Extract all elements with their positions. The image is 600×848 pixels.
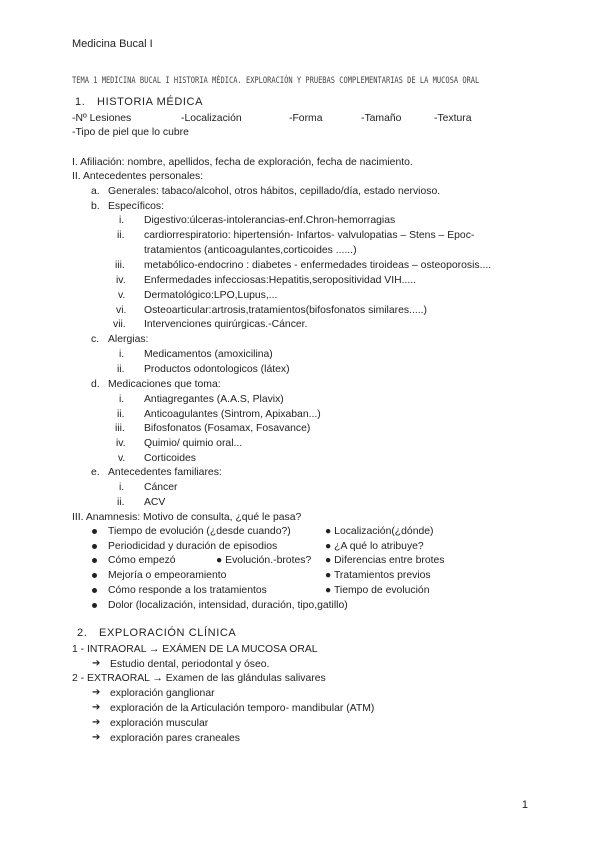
list-marker: vi.: [116, 305, 127, 316]
list-item: Cómo empezó: [108, 555, 176, 566]
list-item: Tiempo de evolución (¿desde cuando?): [108, 526, 291, 537]
roman-item-3: III. Anamnesis: Motivo de consulta, ¿qué le pasa?: [72, 512, 302, 523]
list-item: ● Tiempo de evolución: [325, 585, 430, 596]
list-item: cardiorrespiratorio: hipertensión- Infartos- valvulopatias – Stens – Epoc-: [144, 230, 475, 241]
list-marker: i.: [119, 349, 125, 360]
list-marker: v.: [118, 453, 126, 464]
bullet-icon: [92, 558, 97, 563]
list-item: ● Diferencias entre brotes: [325, 555, 445, 566]
list-item: Cáncer: [144, 482, 178, 493]
list-item: Periodicidad y duración de episodios: [108, 541, 278, 552]
list-marker: c.: [91, 334, 100, 345]
section-number: 1.: [75, 96, 86, 108]
list-item: exploración de la Articulación temporo- mandibular (ATM): [110, 703, 375, 714]
list-marker: i.: [119, 215, 125, 226]
list-marker: ii.: [117, 364, 125, 375]
list-item: Digestivo:úlceras-intolerancias-enf.Chron-hemorragias: [144, 215, 396, 226]
list-item: ● Evolución.-brotes?: [216, 555, 312, 566]
list-item: Productos odontologicos (látex): [144, 364, 290, 375]
list-item: Antiagregantes (A.A.S, Plavix): [144, 394, 284, 405]
section-title: HISTORIA MÉDICA: [97, 96, 204, 108]
list-item: exploración pares craneales: [110, 733, 240, 744]
topic-title: TEMA 1 MEDICINA BUCAL I HISTORIA MÉDICA. EXPLORACIÓN Y PRUEBAS COMPLEMENTARIAS DE LA MUCOSA ORAL: [72, 76, 480, 86]
list-item: Corticoides: [144, 453, 196, 464]
feature-3: -Forma: [289, 113, 323, 124]
list-item: Medicamentos (amoxicilina): [144, 349, 273, 360]
list-marker: i.: [119, 394, 125, 405]
list-marker: iii.: [115, 423, 125, 434]
arrow-right-icon: ➔: [92, 658, 101, 669]
list-marker: vii.: [113, 319, 126, 330]
list-marker: ii.: [117, 230, 125, 241]
list-marker: ii.: [117, 497, 125, 508]
bullet-icon: [92, 603, 97, 608]
list-marker: b.: [91, 201, 100, 212]
section-2-heading: [77, 627, 236, 640]
list-marker: e.: [91, 467, 100, 478]
list-item: metabólico-endocrino : diabetes - enfermedades tiroideas – osteoporosis....: [144, 260, 492, 271]
list-item: exploración ganglionar: [110, 688, 215, 699]
list-item: ACV: [144, 497, 166, 508]
feature-6: -Tipo de piel que lo cubre: [72, 127, 189, 138]
list-marker: ii.: [117, 409, 125, 420]
list-item: ● ¿A qué lo atribuye?: [325, 541, 424, 552]
section-title: EXPLORACIÓN CLÍNICA: [99, 627, 237, 639]
list-item: Anticoagulantes (Sintrom, Apixaban...): [144, 409, 321, 420]
list-item: Quimio/ quimio oral...: [144, 438, 243, 449]
list-item: Generales: tabaco/alcohol, otros hábitos, cepillado/día, estado nervioso.: [108, 186, 441, 197]
bullet-icon: [92, 588, 97, 593]
list-item: Medicaciones que toma:: [108, 379, 221, 390]
list-marker: iv.: [116, 275, 126, 286]
list-item: Cómo responde a los tratamientos: [108, 585, 267, 596]
feature-1: -Nº Lesiones: [72, 113, 132, 124]
feature-4: -Tamaño: [361, 113, 402, 124]
list-item: ● Localización(¿dónde): [325, 526, 434, 537]
page-number: 1: [521, 799, 528, 811]
list-item: Intervenciones quirúrgicas.-Cáncer.: [144, 319, 308, 330]
list-marker: iii.: [115, 260, 125, 271]
page-header: Medicina Bucal I: [72, 38, 153, 50]
section-number: 2.: [77, 627, 88, 639]
arrow-right-icon: ➔: [92, 687, 101, 698]
list-item: Osteoarticular:artrosis,tratamientos(bifosfonatos similares.....): [144, 305, 427, 316]
list-marker: i.: [119, 482, 125, 493]
roman-item-1: I. Afiliación: nombre, apellidos, fecha de exploración, fecha de nacimiento.: [72, 157, 413, 168]
roman-item-2: II. Antecedentes personales:: [72, 171, 204, 182]
list-item: exploración muscular: [110, 718, 209, 729]
list-item: Mejoría o empeoramiento: [108, 570, 227, 581]
arrow-right-icon: ➔: [92, 732, 101, 743]
bullet-icon: [92, 544, 97, 549]
list-marker: v.: [118, 290, 126, 301]
extraoral-heading: 2 - EXTRAORAL → Examen de las glándulas salivares: [72, 673, 326, 684]
feature-2: -Localización: [181, 113, 242, 124]
list-item: Específicos:: [108, 201, 165, 212]
list-marker: iv.: [116, 438, 126, 449]
bullet-icon: [92, 573, 97, 578]
list-item: tratamientos (anticoagulantes,corticoides ......): [144, 245, 357, 256]
list-marker: d.: [91, 379, 100, 390]
arrow-right-icon: ➔: [92, 717, 101, 728]
list-item: Dolor (localización, intensidad, duración, tipo,gatillo): [108, 600, 348, 611]
list-item: Bifosfonatos (Fosamax, Fosavance): [144, 423, 311, 434]
list-item: Dermatológico:LPO,Lupus,...: [144, 290, 278, 301]
list-item: Antecedentes familiares:: [108, 467, 222, 478]
section-1-heading: [75, 96, 203, 109]
list-item: Enfermedades infecciosas:Hepatitis,seropositividad VIH.....: [144, 275, 417, 286]
intraoral-heading: 1 - INTRAORAL → EXÁMEN DE LA MUCOSA ORAL: [72, 644, 318, 655]
list-item: Alergias:: [108, 334, 149, 345]
feature-5: -Textura: [434, 113, 472, 124]
list-item: ● Tratamientos previos: [325, 570, 431, 581]
bullet-icon: [92, 529, 97, 534]
list-marker: a.: [91, 186, 100, 197]
list-item: Estudio dental, periodontal y óseo.: [110, 659, 270, 670]
arrow-right-icon: ➔: [92, 702, 101, 713]
